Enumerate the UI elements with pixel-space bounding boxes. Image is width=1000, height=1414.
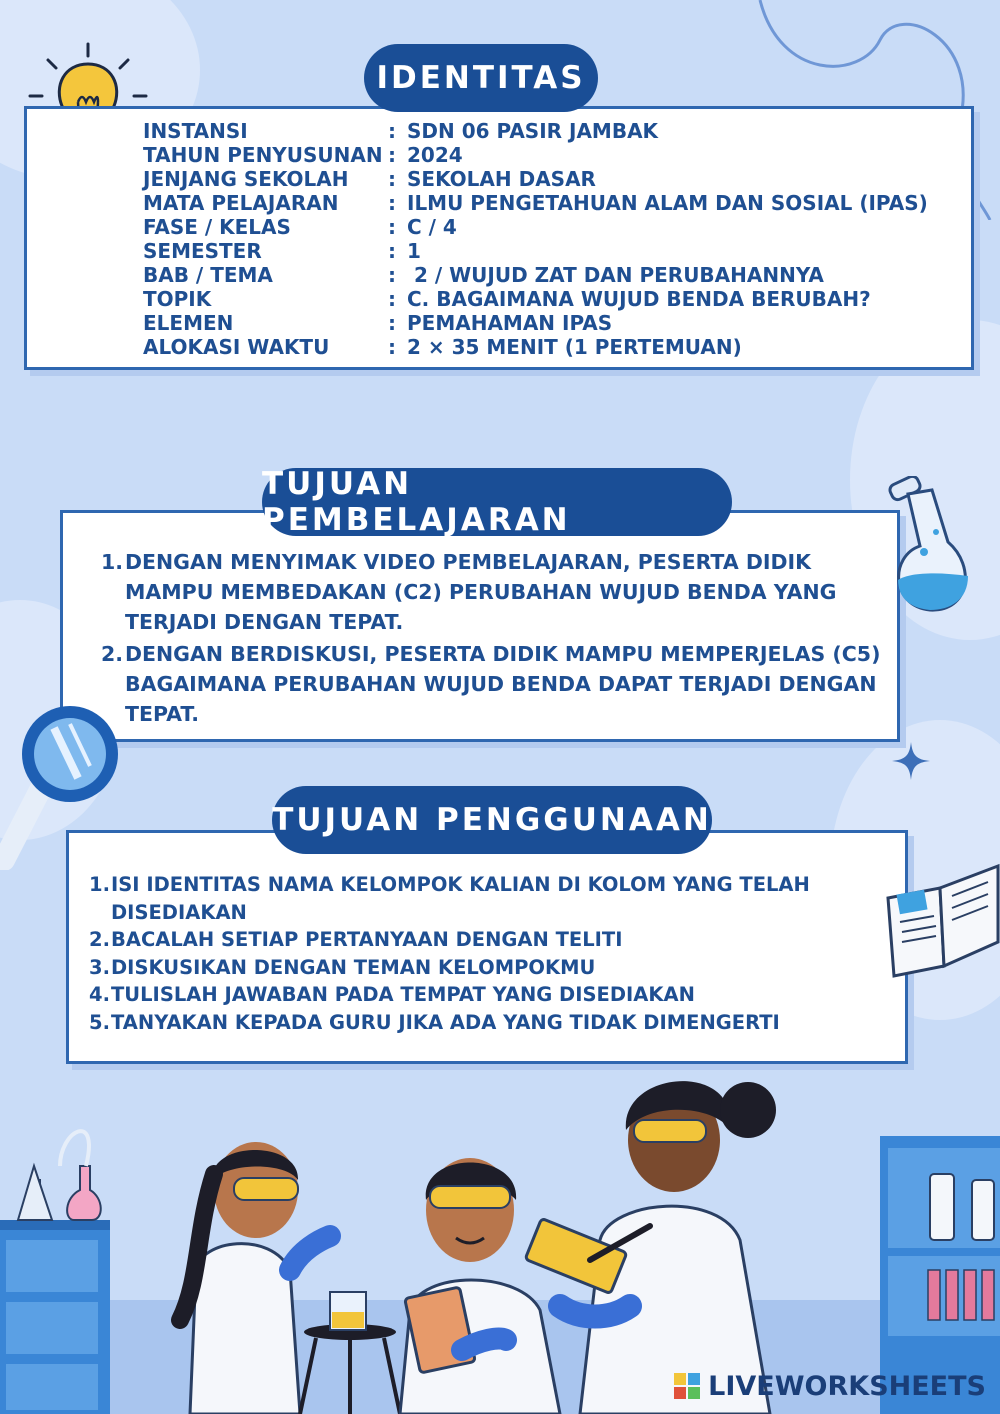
identitas-value: SDN 06 PASIR JAMBAK: [407, 119, 659, 143]
identitas-row: [143, 215, 928, 239]
list-item-text: TANYAKAN KEPADA GURU JIKA ADA YANG TIDAK DIMENGERTI: [111, 1010, 780, 1034]
list-item: [89, 871, 889, 926]
identitas-colon: :: [388, 143, 396, 167]
list-item-text: DENGAN MENYIMAK VIDEO PEMBELAJARAN, PESERTA DIDIK MAMPU MEMBEDAKAN (C2) PERUBAHAN WUJUD BENDA YANG TERJADI DENGAN TEPAT.: [125, 550, 837, 634]
list-item-number: 3.: [89, 955, 110, 979]
flask-icon: [880, 476, 976, 616]
laboratory-illustration: [0, 1070, 1000, 1414]
identitas-label: FASE / KELAS: [143, 215, 291, 239]
liveworksheets-logo: [674, 1371, 986, 1402]
list-item-number: 2.: [89, 928, 110, 951]
identitas-value: 2 / WUJUD ZAT DAN PERUBAHANNYA: [407, 263, 824, 287]
identitas-label: JENJANG SEKOLAH: [143, 167, 349, 191]
identitas-value: 2 × 35 MENIT (1 PERTEMUAN): [407, 335, 742, 359]
identitas-label: ALOKASI WAKTU: [143, 335, 330, 359]
identitas-colon: :: [388, 239, 396, 263]
identitas-row: [143, 143, 928, 167]
identitas-value: C / 4: [407, 215, 457, 239]
identitas-label: SEMESTER: [143, 239, 262, 263]
tujuan-pembelajaran-panel: [60, 510, 900, 742]
identitas-panel: [24, 106, 974, 370]
list-item-text: TULISLAH JAWABAN PADA TEMPAT YANG DISEDIAKAN: [111, 983, 695, 1006]
identitas-label: INSTANSI: [143, 119, 248, 143]
identitas-table: [143, 119, 928, 359]
list-item-number: 1.: [89, 873, 110, 896]
identitas-row: [143, 167, 928, 191]
identitas-row: [143, 119, 928, 143]
list-item-number: 2.: [101, 642, 124, 666]
identitas-colon: :: [388, 311, 396, 335]
list-item-text: ISI IDENTITAS NAMA KELOMPOK KALIAN DI KOLOM YANG TELAH DISEDIAKAN: [111, 873, 810, 924]
identitas-value: C. BAGAIMANA WUJUD BENDA BERUBAH?: [407, 287, 871, 311]
identitas-colon: :: [388, 167, 396, 191]
tujuan-pembelajaran-heading: TUJUAN PEMBELAJARAN: [262, 468, 732, 536]
identitas-row: [143, 311, 928, 335]
list-item-number: 5.: [89, 1010, 110, 1034]
identitas-value: 2024: [407, 143, 463, 167]
identitas-row: [143, 239, 928, 263]
list-item-number: 1.: [101, 550, 124, 574]
list-item: [89, 954, 889, 982]
list-item-text: BACALAH SETIAP PERTANYAAN DENGAN TELITI: [111, 928, 623, 951]
identitas-colon: :: [388, 191, 396, 215]
magnifier-icon: [0, 700, 130, 870]
sparkle-icon: [892, 742, 930, 780]
identitas-label: TAHUN PENYUSUNAN: [143, 143, 383, 167]
tujuan-penggunaan-heading: TUJUAN PENGGUNAAN: [272, 786, 712, 854]
list-item-number: 4.: [89, 983, 110, 1006]
tujuan-penggunaan-panel: [66, 830, 908, 1064]
identitas-value: 1: [407, 239, 421, 263]
tujuan-pembelajaran-list: [101, 547, 891, 731]
list-item-text: DISKUSIKAN DENGAN TEMAN KELOMPOKMU: [111, 955, 596, 979]
identitas-colon: :: [388, 215, 396, 239]
list-item: [89, 926, 889, 954]
identitas-value: PEMAHAMAN IPAS: [407, 311, 613, 335]
identitas-colon: :: [388, 119, 396, 143]
identitas-label: MATA PELAJARAN: [143, 191, 339, 215]
list-item: [89, 981, 889, 1009]
liveworksheets-logo-icon: [674, 1373, 702, 1401]
liveworksheets-logo-text: LIVEWORKSHEETS: [708, 1371, 986, 1402]
identitas-value: SEKOLAH DASAR: [407, 167, 596, 191]
list-item: [101, 547, 891, 637]
identitas-row: [143, 191, 928, 215]
list-item: [89, 1009, 889, 1037]
identitas-colon: :: [388, 263, 396, 287]
identitas-heading: IDENTITAS: [364, 44, 598, 112]
identitas-row: [143, 335, 928, 359]
identitas-colon: :: [388, 287, 396, 311]
identitas-label: ELEMEN: [143, 311, 234, 335]
list-item: [101, 639, 891, 729]
identitas-row: [143, 287, 928, 311]
list-item-text: DENGAN BERDISKUSI, PESERTA DIDIK MAMPU MEMPERJELAS (C5) BAGAIMANA PERUBAHAN WUJUD BENDA DAPAT TERJADI DENGAN TEPAT.: [125, 642, 881, 726]
identitas-label: BAB / TEMA: [143, 263, 273, 287]
identitas-label: TOPIK: [143, 287, 212, 311]
identitas-row: [143, 263, 928, 287]
tujuan-penggunaan-list: [89, 871, 889, 1036]
identitas-value: ILMU PENGETAHUAN ALAM DAN SOSIAL (IPAS): [407, 191, 928, 215]
book-icon: [880, 858, 1000, 982]
identitas-colon: :: [388, 335, 396, 359]
